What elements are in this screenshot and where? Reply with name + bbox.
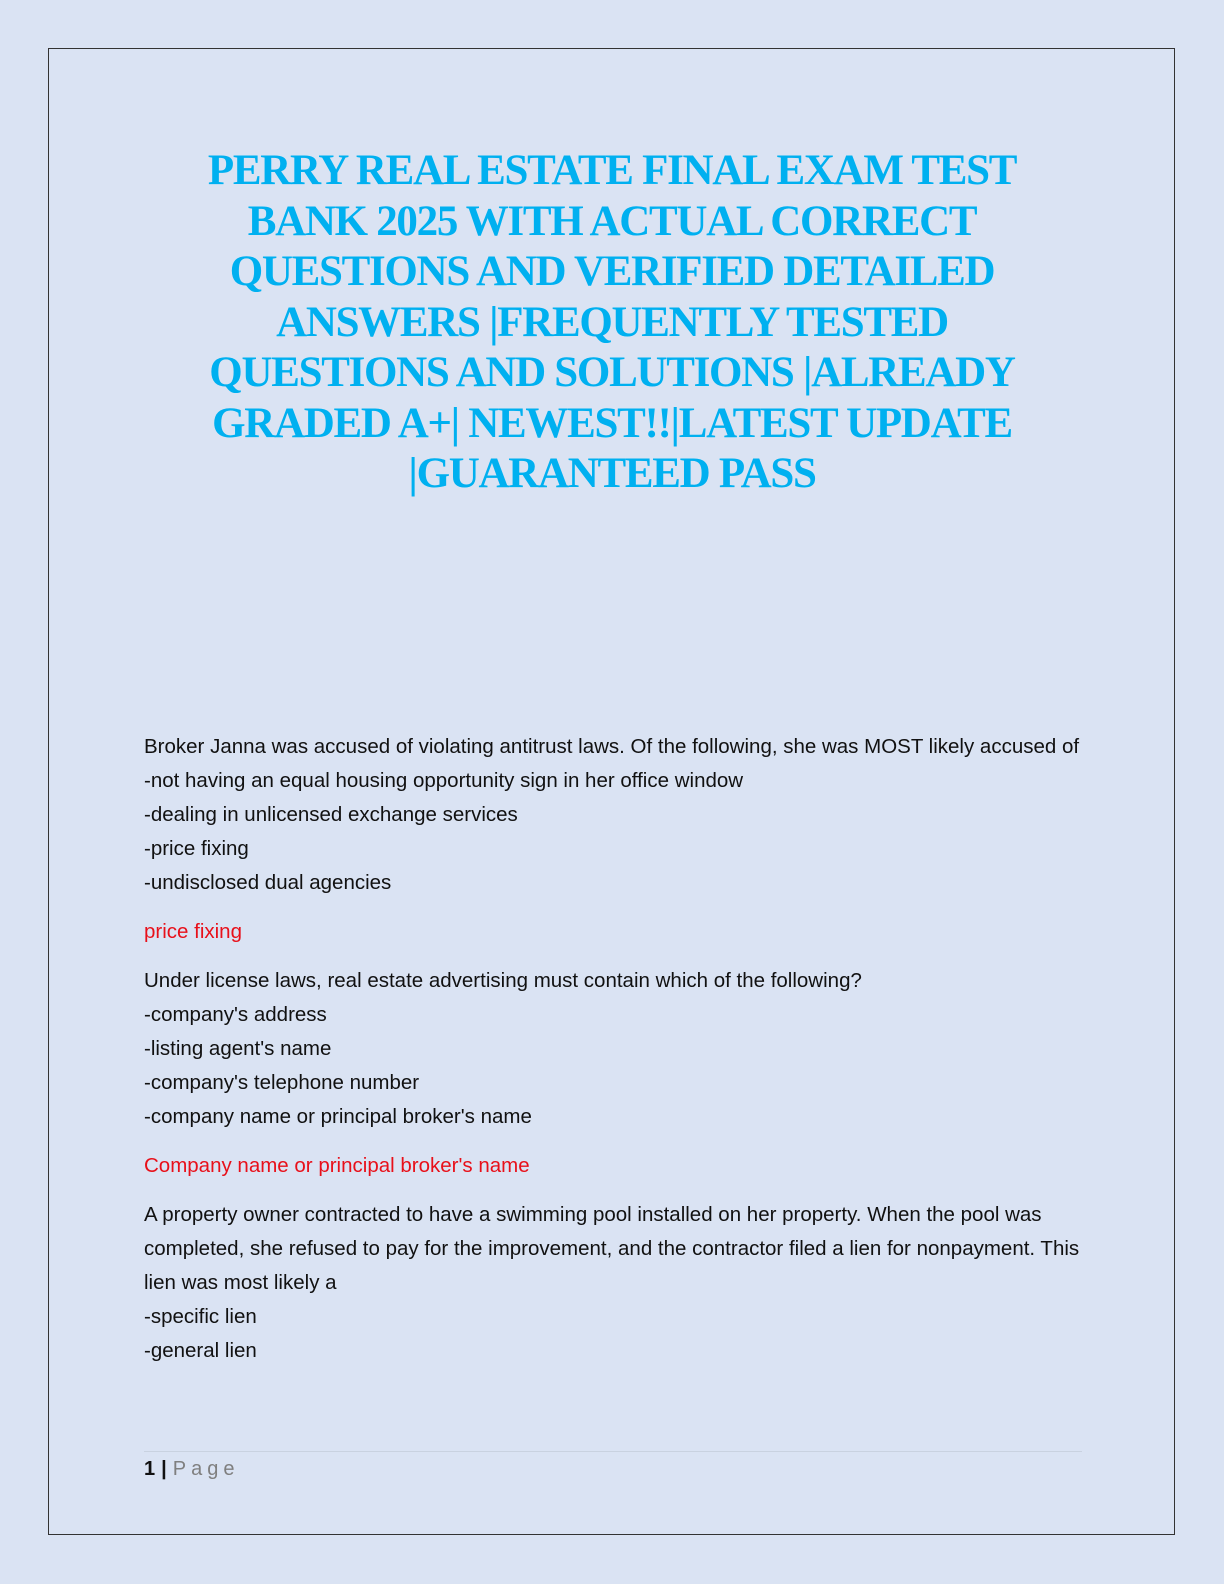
footer-separator: | [161, 1458, 167, 1480]
question-option: -price fixing [144, 837, 249, 860]
question-option: -company's address [144, 1003, 327, 1026]
question-option: -specific lien [144, 1305, 257, 1328]
question-prompt: A property owner contracted to have a swimming pool installed on her property. When the pool was completed, she refused to pay for the improvement, and the contractor filed a lien for nonpayment. This lien was most likely a [144, 1203, 1080, 1294]
question-1 [144, 730, 1084, 900]
answer-1: price fixing [144, 920, 242, 943]
page-label: Page [172, 1458, 240, 1480]
document-title: PERRY REAL ESTATE FINAL EXAM TEST BANK 2025 WITH ACTUAL CORRECT QUESTIONS AND VERIFIED DETAILED ANSWERS |FREQUENTLY TESTED QUESTIONS AND SOLUTIONS |ALREADY GRADED A+| NEWEST!!|LATEST UPDATE |GUARANTEED PASS [207, 147, 1017, 497]
footer-divider [144, 1451, 1082, 1452]
question-2 [144, 964, 1084, 1134]
question-option: -company's telephone number [144, 1071, 420, 1094]
question-3 [144, 1198, 1084, 1368]
question-prompt: Under license laws, real estate advertising must contain which of the following? [144, 969, 862, 992]
question-prompt: Broker Janna was accused of violating antitrust laws. Of the following, she was MOST likely accused of [144, 735, 1080, 758]
question-option: -listing agent's name [144, 1037, 332, 1060]
question-list [144, 730, 1084, 1383]
question-option: -company name or principal broker's name [144, 1105, 532, 1128]
page-number: 1 [144, 1458, 156, 1480]
answer-2: Company name or principal broker's name [144, 1154, 530, 1177]
question-option: -general lien [144, 1339, 257, 1362]
question-option: -undisclosed dual agencies [144, 871, 392, 894]
question-option: -not having an equal housing opportunity sign in her office window [144, 769, 744, 792]
page-footer [144, 1454, 239, 1484]
question-option: -dealing in unlicensed exchange services [144, 803, 518, 826]
